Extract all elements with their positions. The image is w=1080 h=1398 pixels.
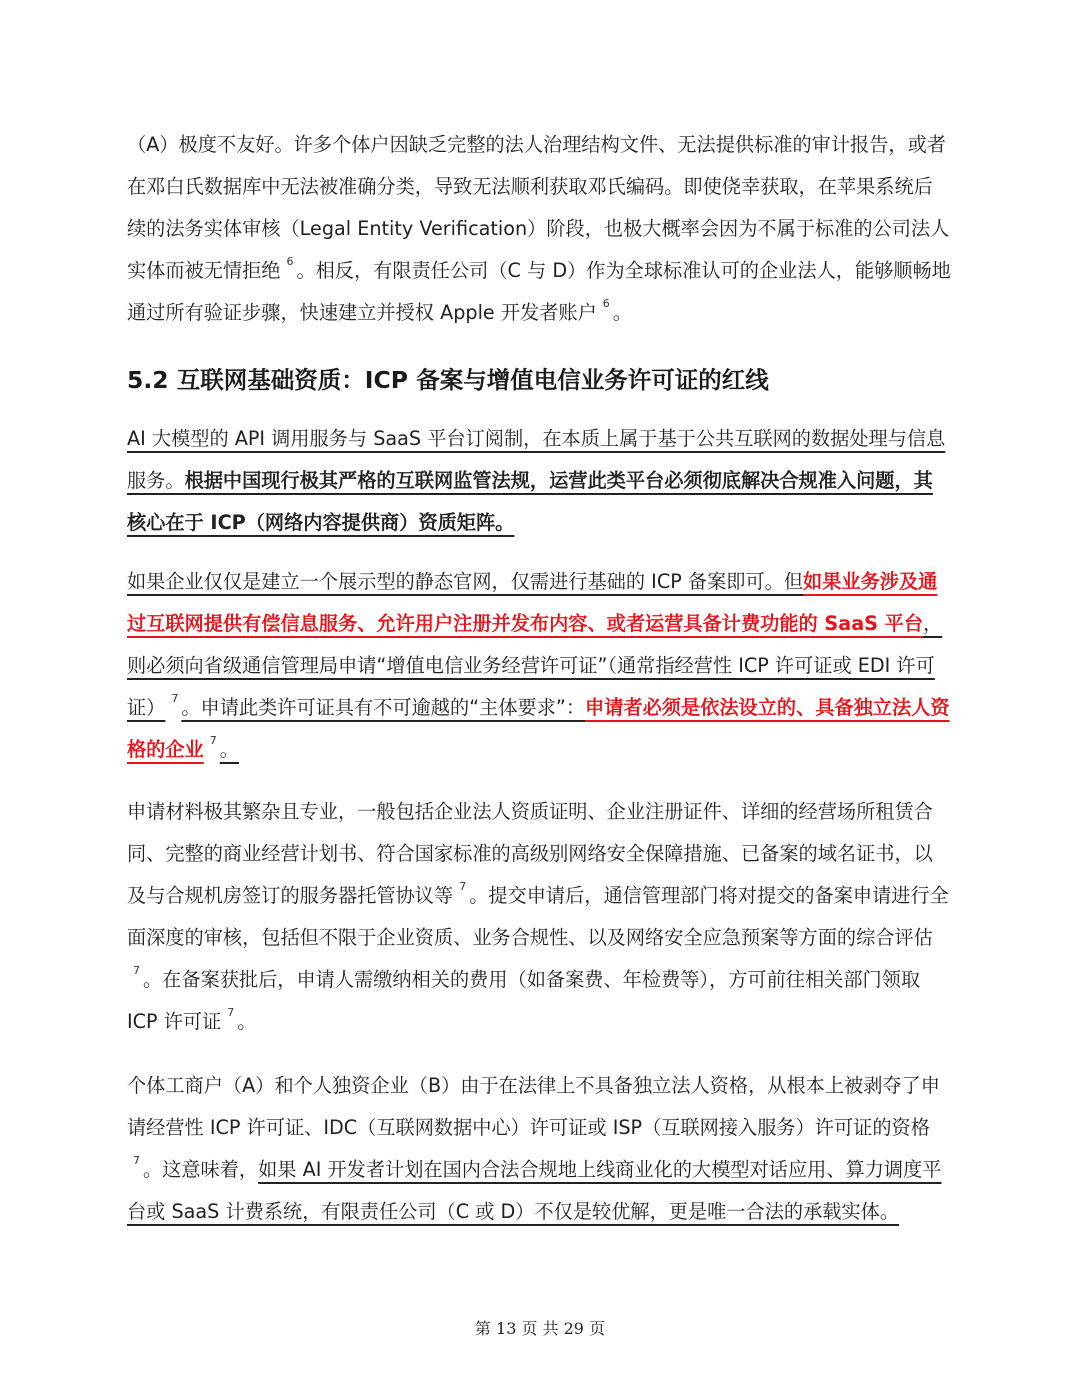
- paragraph-text: 申请材料极其繁杂且专业，一般包括企业法人资质证明、企业注册证件、详细的经营场所租赁合同、完整的商业经营计划书、符合国家标准的高级别网络安全保障措施、已备案的域名证书，以及与合规机房签订的服务器托管协议等: [127, 800, 933, 907]
- footnote-ref[interactable]: 7: [133, 1154, 140, 1167]
- underlined-text: 如果 AI 开发者计划在国内合法合规地上线商业化的大模型对话应用、算力调度平台或 SaaS 计费系统，有限责任公司（C 或 D）不仅是较优解，更是唯一合法的承载实体。: [127, 1158, 942, 1223]
- paragraph-application-materials: [127, 791, 952, 1043]
- underlined-text: 。申请此类许可证具有不可逾越的“主体要求”：: [181, 696, 586, 719]
- paragraph-text: 个体工商户（A）和个人独资企业（B）由于在法律上不具备独立法人资格，从根本上被剥夺了申请经营性 ICP 许可证、IDC（互联网数据中心）许可证或 ISP（互联网接入服务）许可证的资格: [127, 1074, 940, 1139]
- paragraph-icp-license-requirement: [127, 561, 952, 771]
- paragraph-text: 。在备案获批后，申请人需缴纳相关的费用（如备案费、年检费等），方可前往相关部门领取 ICP 许可证: [127, 968, 921, 1033]
- paragraph-text: 。: [237, 1010, 257, 1033]
- footnote-ref[interactable]: 7: [227, 1006, 235, 1019]
- paragraph-sole-proprietor-verification: [127, 124, 952, 334]
- footnote-ref[interactable]: 7: [459, 880, 467, 893]
- highlighted-red-text: 申请者必须是依法设立的、具备独立法人资格的企业: [127, 696, 950, 761]
- paragraph-text: 。: [612, 301, 632, 324]
- footnote-ref[interactable]: 6: [286, 255, 294, 268]
- footnote-ref[interactable]: 6: [602, 297, 610, 310]
- paragraph-text: AI 大模型的 API 调用服务与 SaaS 平台订阅制，在本质上属于基于公共互联网的数据处理与信息服务。: [127, 427, 946, 492]
- footnote-ref[interactable]: 7: [171, 692, 179, 705]
- section-heading-5-2: 5.2 互联网基础资质：ICP 备案与增值电信业务许可证的红线: [127, 366, 769, 394]
- paragraph-text: 。这意味着，: [143, 1158, 259, 1181]
- paragraph-text: （A）极度不友好。许多个体户因缺乏完整的法人治理结构文件、无法提供标准的审计报告，或者在邓白氏数据库中无法被准确分类，导致无法顺利获取邓氏编码。即使侥幸获取，在苹果系统后续的法务实体审核（Legal Entity Verification）阶段，也极大概率会因为不属于标准的公司法人实体而被无情拒绝: [127, 133, 950, 282]
- paragraph-conclusion: [127, 1065, 952, 1233]
- bold-text: 根据中国现行极其严格的互联网监管法规，运营此类平台必须彻底解决合规准入问题，其核心在于 ICP（网络内容提供商）资质矩阵。: [127, 469, 933, 534]
- paragraph-text: 。提交申请后，通信管理部门将对提交的备案申请进行全面深度的审核，包括但不限于企业资质、业务合规性、以及网络安全应急预案等方面的综合评估: [127, 884, 949, 949]
- paragraph-icp-intro: [127, 418, 952, 544]
- footnote-ref[interactable]: 7: [209, 734, 217, 747]
- underlined-text: 如果企业仅仅是建立一个展示型的静态官网，仅需进行基础的 ICP 备案即可。但: [127, 570, 804, 593]
- underlined-text: 。: [219, 738, 239, 761]
- footnote-ref[interactable]: 7: [133, 964, 140, 977]
- paragraph-text: 。相反，有限责任公司（C 与 D）作为全球标准认可的企业法人，能够顺畅地通过所有验证步骤，快速建立并授权 Apple 开发者账户: [127, 259, 951, 324]
- underlined-text: ，则必须向省级通信管理局申请“增值电信业务经营许可证”（通常指经营性 ICP 许可证或 EDI 许可证）: [127, 612, 943, 719]
- page-number-footer: 第 13 页 共 29 页: [474, 1319, 606, 1338]
- highlighted-red-text: 如果业务涉及通过互联网提供有偿信息服务、允许用户注册并发布内容、或者运营具备计费功能的 SaaS 平台: [127, 570, 938, 635]
